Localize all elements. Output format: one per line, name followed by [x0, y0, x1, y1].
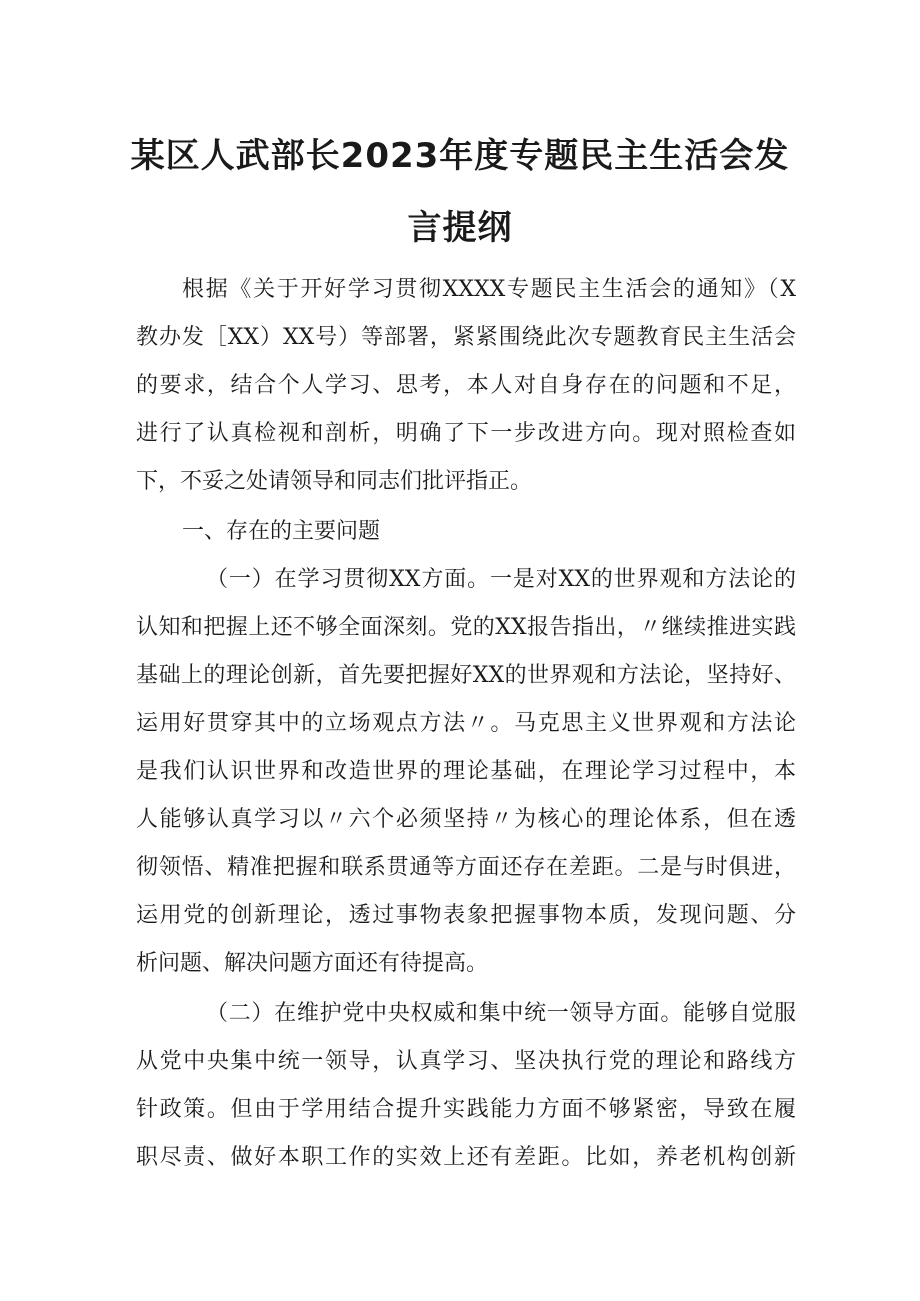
body-text-line: （二）在维护党中央权威和集中统一领导方面。能够自觉服 — [206, 1001, 796, 1026]
body-text-line: 析问题、解决问题方面还有待提高。 — [136, 951, 489, 976]
body-text-line: 认知和把握上还不够全面深刻。党的XX报告指出，〃继续推进实践 — [136, 615, 796, 640]
body-text-line: 运用好贯穿其中的立场观点方法〃。马克思主义世界观和方法论 — [136, 711, 796, 736]
section-heading: 一、存在的主要问题 — [182, 519, 381, 544]
body-text-line: 职尽责、做好本职工作的实效上还有差距。比如，养老机构创新 — [136, 1145, 796, 1170]
body-text-line: 教办发［XX）XX号）等部署，紧紧围绕此次专题教育民主生活会 — [136, 325, 796, 350]
body-text-line: 进行了认真检视和剖析，明确了下一步改进方向。现对照检查如 — [136, 421, 796, 446]
document-title-line-2: 言提纲 — [407, 208, 513, 248]
body-text-line: 是我们认识世界和改造世界的理论基础，在理论学习过程中，本 — [136, 759, 796, 784]
body-text-line: 根据《关于开好学习贯彻XXXX专题民主生活会的通知》（X — [182, 277, 796, 302]
body-text-line: 下，不妥之处请领导和同志们批评指正。 — [136, 469, 533, 494]
document-title-line-1: 某区人武部长2023年度专题民主生活会发 — [130, 136, 790, 176]
body-text-line: （一）在学习贯彻XX方面。一是对XX的世界观和方法论的 — [206, 567, 796, 592]
body-text-line: 基础上的理论创新，首先要把握好XX的世界观和方法论，坚持好、 — [136, 663, 796, 688]
body-text-line: 的要求，结合个人学习、思考，本人对自身存在的问题和不足， — [136, 373, 796, 398]
body-text-line: 彻领悟、精准把握和联系贯通等方面还存在差距。二是与时俱进， — [136, 855, 796, 880]
body-text-line: 运用党的创新理论，透过事物表象把握事物本质，发现问题、分 — [136, 903, 796, 928]
body-text-line: 人能够认真学习以〃六个必须坚持〃为核心的理论体系，但在透 — [136, 807, 796, 832]
body-text-line: 从党中央集中统一领导，认真学习、坚决执行党的理论和路线方 — [136, 1049, 796, 1074]
body-text-line: 针政策。但由于学用结合提升实践能力方面不够紧密，导致在履 — [136, 1097, 796, 1122]
